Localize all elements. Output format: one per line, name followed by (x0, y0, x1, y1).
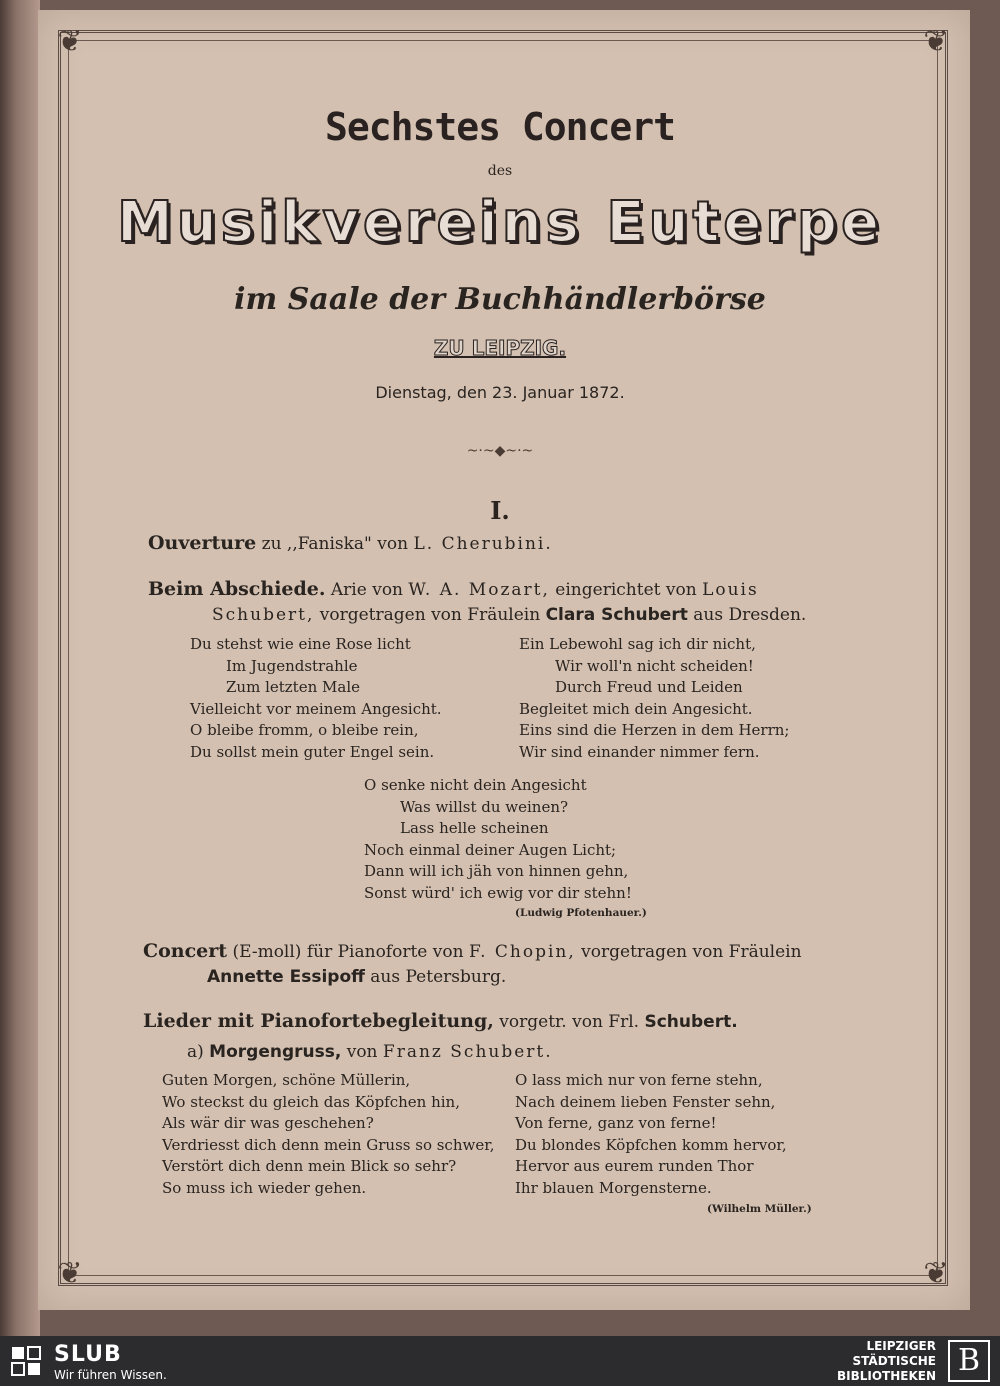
verse-line: Was willst du weinen? (400, 797, 569, 816)
composer: L. Cherubini. (413, 534, 553, 554)
item-text: (E-moll) für Pianoforte von (227, 942, 469, 962)
verse-line: Zum letzten Male (226, 678, 360, 696)
program-item-lieder (143, 1010, 738, 1032)
title-city: ZU LEIPZIG. (433, 336, 567, 360)
song-title: Morgengruss, (209, 1042, 342, 1062)
verse-left-2 (162, 1070, 495, 1199)
lsb-logo-icon[interactable]: B (948, 1340, 990, 1382)
composer: W. A. Mozart, (408, 580, 550, 600)
program-item-abschiede (148, 578, 759, 600)
lsb-name[interactable] (837, 1339, 936, 1384)
verse-line: Noch einmal deiner Augen Licht; (364, 840, 617, 859)
arranger: Schubert, (212, 605, 315, 625)
verse-center (364, 775, 632, 904)
performer: Schubert. (644, 1012, 738, 1032)
slub-logo-icon (10, 1345, 42, 1377)
title-society: Musikvereins Euterpe (117, 190, 883, 255)
program-item-abschiede-line2 (212, 605, 806, 625)
composer: Franz Schubert. (382, 1042, 553, 1062)
verse-line: Wir woll'n nicht scheiden! (555, 656, 754, 675)
corner-ornament-icon: ❦ (57, 1256, 83, 1291)
lyricist: (Wilhelm Müller.) (707, 1203, 812, 1215)
verse-line: Du sollst mein guter Engel sein. (190, 742, 435, 761)
composer: F. Chopin, (468, 942, 576, 962)
title-concert: Sechstes Concert (324, 105, 676, 149)
footer-bar (0, 1336, 1000, 1386)
item-text: vorgetragen von Fräulein (575, 942, 802, 962)
item-text: a) (187, 1042, 210, 1062)
verse-line: Wo steckst du gleich das Köpfchen hin, (162, 1092, 460, 1111)
verse-line: So muss ich wieder gehen. (162, 1178, 367, 1197)
divider-ornament: ~·~◆~·~ (466, 443, 534, 459)
verse-line: Als wär dir was geschehen? (162, 1114, 374, 1132)
program-item-concert-line2 (207, 967, 506, 987)
verse-line: Begleitet mich dein Angesicht. (519, 699, 753, 718)
item-text: vorgetr. von Frl. (493, 1012, 645, 1032)
concert-date: Dienstag, den 23. Januar 1872. (375, 383, 625, 402)
verse-line: Vielleicht vor meinem Angesicht. (190, 699, 442, 718)
verse-line: Ihr blauen Morgensterne. (515, 1178, 712, 1197)
verse-line: Von ferne, ganz von ferne! (515, 1114, 717, 1132)
verse-line: O bleibe fromm, o bleibe rein, (190, 721, 419, 739)
verse-line: Hervor aus eurem runden Thor (515, 1157, 754, 1175)
verse-line: O lass mich nur von ferne stehn, (515, 1071, 763, 1089)
verse-left (190, 634, 442, 763)
verse-line: Verstört dich denn mein Blick so sehr? (162, 1157, 457, 1175)
verse-line: Eins sind die Herzen in dem Herrn; (519, 721, 790, 739)
item-text: aus Dresden. (687, 605, 807, 625)
verse-line: Wir sind einander nimmer fern. (519, 742, 760, 761)
verse-line: Dann will ich jäh von hinnen gehn, (364, 862, 629, 880)
verse-line: Nach deinem lieben Fenster sehn, (515, 1092, 776, 1111)
item-heading: Beim Abschiede. (148, 578, 326, 600)
verse-line: O senke nicht dein Angesicht (364, 776, 587, 794)
lyricist: (Ludwig Pfotenhauer.) (515, 907, 647, 919)
slub-name[interactable]: SLUB (54, 1342, 122, 1367)
corner-ornament-icon: ❦ (57, 24, 83, 59)
verse-line: Verdriesst dich denn mein Gruss so schwer, (162, 1135, 495, 1154)
verse-right (519, 634, 790, 763)
item-heading: Ouverture (148, 532, 257, 554)
verse-line: Du blondes Köpfchen komm hervor, (515, 1135, 787, 1154)
performer: Annette Essipoff (207, 967, 365, 987)
verse-line: Lass helle scheinen (400, 819, 549, 837)
item-text: Arie von (325, 580, 409, 600)
corner-ornament-icon: ❦ (923, 24, 949, 59)
item-text: von (341, 1042, 383, 1062)
slub-tagline: Wir führen Wissen. (54, 1368, 167, 1382)
song-morgengruss (187, 1042, 553, 1062)
corner-ornament-icon: ❦ (923, 1256, 949, 1291)
verse-line: Sonst würd' ich ewig vor dir stehn! (364, 883, 632, 902)
verse-line: Im Jugendstrahle (226, 656, 358, 675)
title-des: des (487, 163, 513, 179)
verse-right-2 (515, 1070, 787, 1199)
verse-line: Durch Freud und Leiden (555, 678, 743, 696)
performer: Clara Schubert (545, 605, 688, 625)
item-heading: Lieder mit Pianofortebegleitung, (143, 1010, 494, 1032)
title-venue: im Saale der Buchhändlerbörse (234, 282, 766, 317)
item-text: zu ,,Faniska" von (256, 534, 414, 554)
item-text: eingerichtet von (549, 580, 703, 600)
lsb-line: BIBLIOTHEKEN (836, 1369, 936, 1383)
lsb-line: LEIPZIGER (866, 1339, 936, 1353)
verse-line: Guten Morgen, schöne Müllerin, (162, 1071, 411, 1089)
lsb-line: STÄDTISCHE (852, 1354, 936, 1368)
item-text: vorgetragen von Fräulein (314, 605, 546, 625)
item-heading: Concert (143, 940, 228, 962)
program-item-overture (148, 532, 553, 554)
verse-line: Ein Lebewohl sag ich dir nicht, (519, 635, 756, 653)
item-text: aus Petersburg. (364, 967, 507, 987)
program-item-concert (143, 940, 802, 962)
arranger: Louis (702, 580, 759, 600)
verse-line: Du stehst wie eine Rose licht (190, 635, 411, 653)
part-number: I. (490, 496, 510, 525)
